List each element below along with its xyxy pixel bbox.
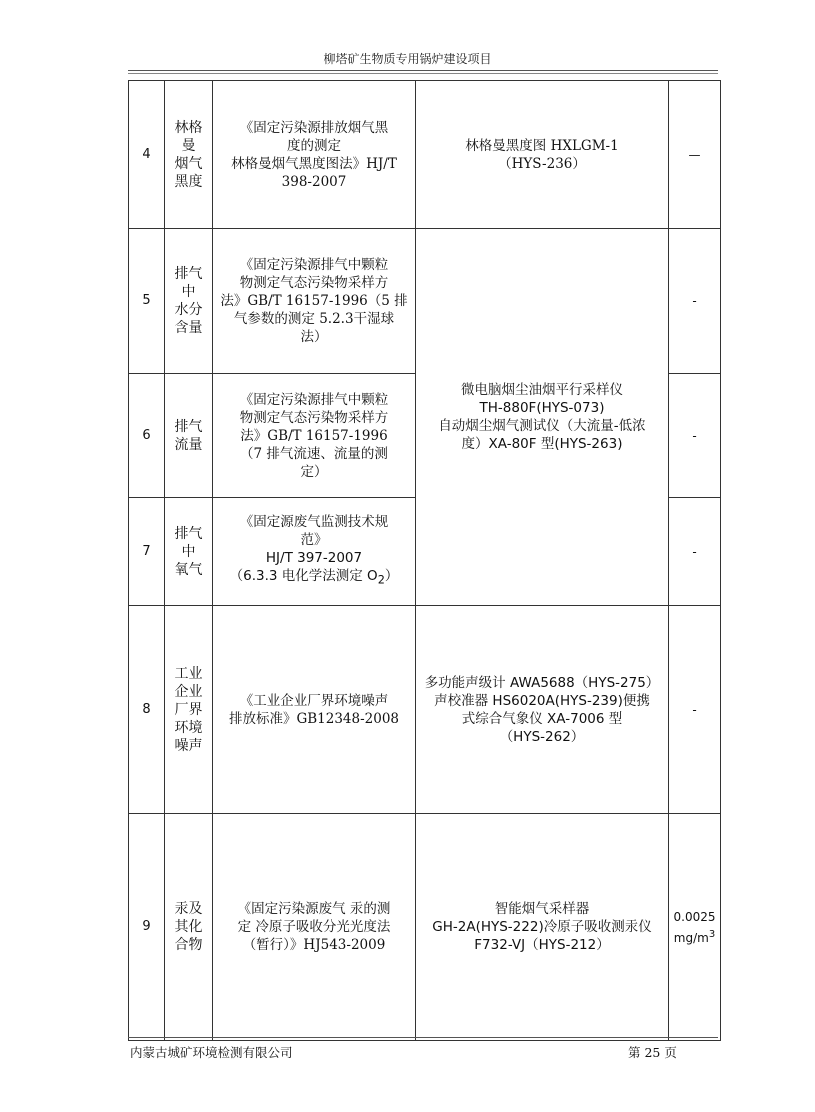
- analysis-method: 《工业企业厂界环境噪声 排放标准》GB12348-2008: [213, 606, 416, 814]
- analysis-method: 《固定污染源排气中颗粒 物测定气态污染物采样方 法》GB/T 16157-1996 （7 排气流速、流量的测 定）: [213, 374, 416, 498]
- table-row: [129, 81, 721, 229]
- row-number: 6: [129, 374, 165, 498]
- monitoring-item: 排气 流量: [165, 374, 213, 498]
- analysis-method: 《固定污染源废气 汞的测 定 冷原子吸收分光光度法 （暂行）》HJ543-2009: [213, 814, 416, 1041]
- monitoring-item: 工业 企业 厂界 环境 噪声: [165, 606, 213, 814]
- row-number: 8: [129, 606, 165, 814]
- header-rule-secondary: [128, 73, 718, 74]
- monitoring-item: 排气 中 氧气: [165, 498, 213, 606]
- row-number: 5: [129, 229, 165, 374]
- header-rule: [128, 70, 718, 71]
- instrument: 林格曼黑度图 HXLGM-1 （HYS-236）: [416, 81, 669, 229]
- shared-instrument: 微电脑烟尘油烟平行采样仪 TH-880F(HYS-073) 自动烟尘烟气测试仪（大流量-低浓 度）XA-80F 型(HYS-263): [416, 229, 669, 606]
- monitoring-item: 排气 中 水分 含量: [165, 229, 213, 374]
- monitoring-item: 林格 曼 烟气 黑度: [165, 81, 213, 229]
- footer-company: 内蒙古城矿环境检测有限公司: [130, 1045, 293, 1060]
- analysis-method: 《固定源废气监测技术规 范》 HJ/T 397-2007 （6.3.3 电化学法测定 $O_2$）: [213, 498, 416, 606]
- detection-limit: -: [669, 374, 721, 498]
- row-number: 9: [129, 814, 165, 1041]
- detection-limit: —: [669, 81, 721, 229]
- monitoring-method-table: [128, 80, 721, 1041]
- row-number: 4: [129, 81, 165, 229]
- detection-limit: 0.0025 $mg/m^3$: [669, 814, 721, 1041]
- detection-limit: -: [669, 498, 721, 606]
- footer-page-number: 第 25 页: [628, 1045, 677, 1060]
- detection-limit: -: [669, 229, 721, 374]
- monitoring-item: 汞及 其化 合物: [165, 814, 213, 1041]
- analysis-method: 《固定污染源排气中颗粒 物测定气态污染物采样方 法》GB/T 16157-1996（5 排 气参数的测定 5.2.3干湿球 法）: [213, 229, 416, 374]
- page-header: 柳塔矿生物质专用锅炉建设项目: [323, 52, 492, 66]
- detection-limit: -: [669, 606, 721, 814]
- row-number: 7: [129, 498, 165, 606]
- analysis-method: 《固定污染源排放烟气黑 度的测定 林格曼烟气黑度图法》HJ/T 398-2007: [213, 81, 416, 229]
- table-row: [129, 606, 721, 814]
- table-row: [129, 814, 721, 1041]
- instrument: 多功能声级计 AWA5688（HYS-275） 声校准器 HS6020A(HYS-239)便携 式综合气象仪 XA-7006 型 （HYS-262）: [416, 606, 669, 814]
- footer-rule: [128, 1037, 718, 1038]
- instrument: 智能烟气采样器 GH-2A(HYS-222)冷原子吸收测汞仪 F732-VJ（HYS-212）: [416, 814, 669, 1041]
- table-row: [129, 229, 721, 374]
